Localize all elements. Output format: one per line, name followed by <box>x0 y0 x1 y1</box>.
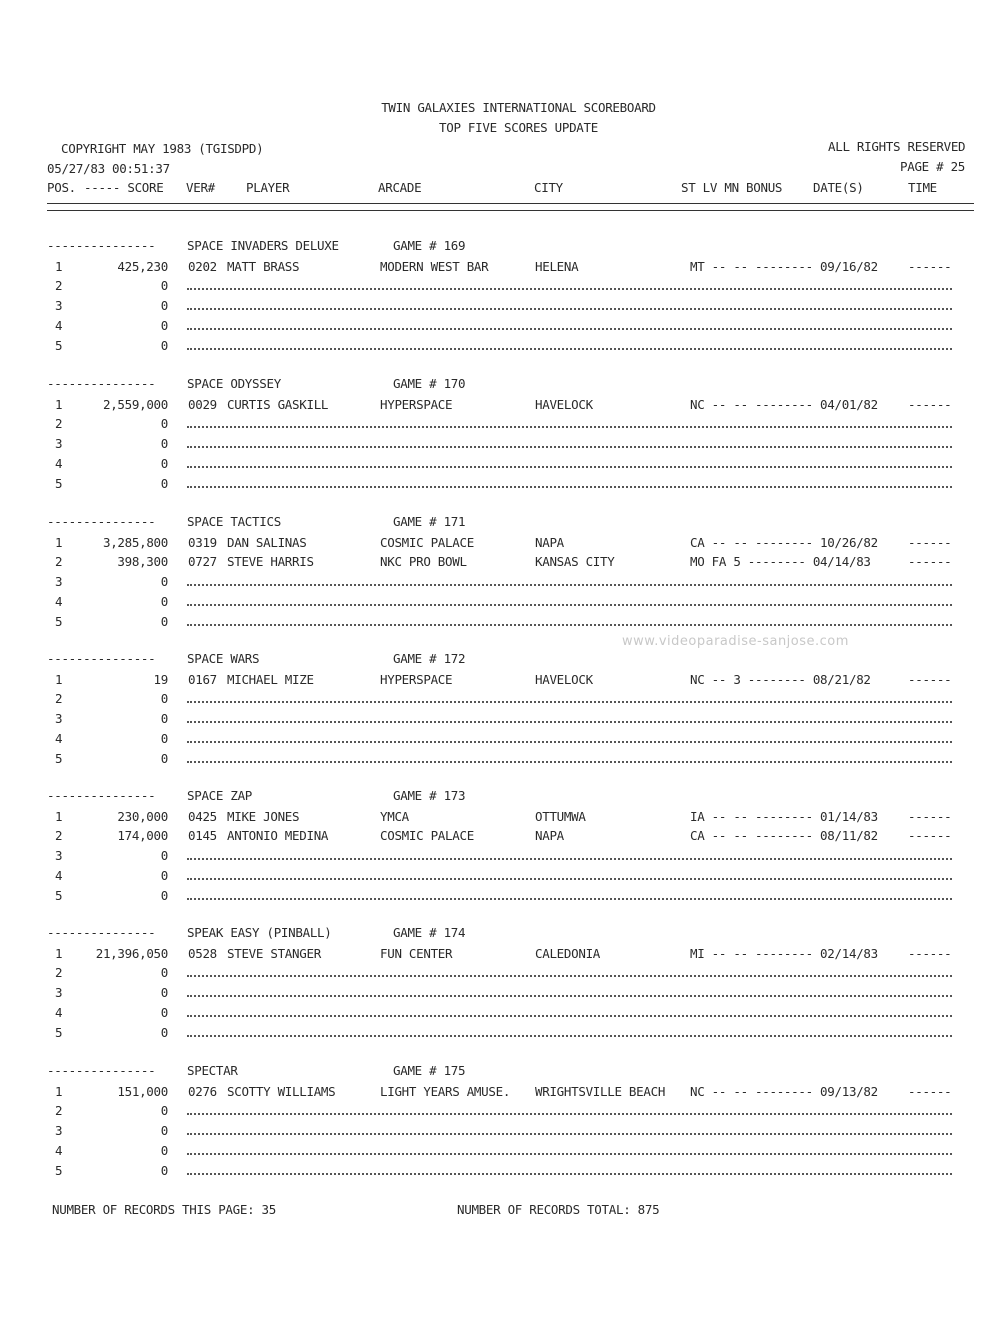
row-player: STEVE HARRIS <box>227 554 314 569</box>
row-position: 3 <box>55 298 63 313</box>
row-score: 0 <box>160 1103 168 1118</box>
row-position: 1 <box>55 809 63 824</box>
header-divider <box>47 203 974 211</box>
row-position: 5 <box>55 751 63 766</box>
game-block <box>0 651 1000 789</box>
empty-entry-dots <box>187 426 952 428</box>
report-subtitle: TOP FIVE SCORES UPDATE <box>439 120 598 135</box>
score-row <box>0 868 1000 888</box>
col-score: ----- SCORE <box>84 180 164 195</box>
row-position: 1 <box>55 397 63 412</box>
game-number: GAME # 171 <box>393 514 466 529</box>
score-row <box>0 888 1000 908</box>
score-row <box>0 848 1000 868</box>
row-score: 0 <box>160 1163 168 1178</box>
game-number: GAME # 173 <box>393 788 466 803</box>
row-time: ------ <box>908 809 952 824</box>
score-row <box>0 946 1000 966</box>
score-row <box>0 965 1000 985</box>
score-row <box>0 828 1000 848</box>
row-city: NAPA <box>535 535 564 550</box>
score-row <box>0 338 1000 358</box>
score-row <box>0 672 1000 692</box>
score-row <box>0 731 1000 751</box>
empty-entry-dots <box>187 1153 952 1155</box>
col-dates: DATE(S) <box>813 180 864 195</box>
row-misc-date: CA -- -- -------- 10/26/82 <box>690 535 878 550</box>
score-row <box>0 1084 1000 1104</box>
col-city: CITY <box>534 180 563 195</box>
row-position: 4 <box>55 456 63 471</box>
score-row <box>0 751 1000 771</box>
col-ver: VER# <box>186 180 215 195</box>
row-score: 0 <box>160 868 168 883</box>
row-score: 0 <box>160 848 168 863</box>
score-row <box>0 318 1000 338</box>
empty-entry-dots <box>187 858 952 860</box>
row-city: NAPA <box>535 828 564 843</box>
row-time: ------ <box>908 554 952 569</box>
col-arcade: ARCADE <box>378 180 422 195</box>
score-row <box>0 594 1000 614</box>
row-position: 4 <box>55 868 63 883</box>
score-row <box>0 1143 1000 1163</box>
game-name: SPECTAR <box>187 1063 238 1078</box>
row-arcade: NKC PRO BOWL <box>380 554 467 569</box>
score-row <box>0 476 1000 496</box>
score-row <box>0 1025 1000 1045</box>
row-position: 2 <box>55 828 63 843</box>
row-player: SCOTTY WILLIAMS <box>227 1084 336 1099</box>
score-row <box>0 535 1000 555</box>
row-score: 398,300 <box>117 554 168 569</box>
game-block <box>0 1063 1000 1201</box>
row-score: 0 <box>160 1143 168 1158</box>
score-row <box>0 416 1000 436</box>
page-number: PAGE # 25 <box>900 159 966 174</box>
row-score: 0 <box>160 594 168 609</box>
game-dash: --------------- <box>47 788 156 803</box>
score-row <box>0 397 1000 417</box>
score-row <box>0 711 1000 731</box>
row-position: 3 <box>55 1123 63 1138</box>
game-block <box>0 238 1000 376</box>
score-row <box>0 614 1000 634</box>
row-score: 2,559,000 <box>102 397 168 412</box>
row-score: 425,230 <box>117 259 168 274</box>
row-city: KANSAS CITY <box>535 554 615 569</box>
empty-entry-dots <box>187 701 952 703</box>
row-city: CALEDONIA <box>535 946 601 961</box>
score-row <box>0 574 1000 594</box>
row-version: 0167 <box>188 672 217 687</box>
row-arcade: FUN CENTER <box>380 946 453 961</box>
row-score: 230,000 <box>117 809 168 824</box>
row-score: 0 <box>160 476 168 491</box>
empty-entry-dots <box>187 975 952 977</box>
row-position: 2 <box>55 965 63 980</box>
empty-entry-dots <box>187 878 952 880</box>
score-row <box>0 259 1000 279</box>
row-score: 174,000 <box>117 828 168 843</box>
row-time: ------ <box>908 828 952 843</box>
score-row <box>0 1163 1000 1183</box>
empty-entry-dots <box>187 466 952 468</box>
game-block <box>0 925 1000 1063</box>
row-score: 0 <box>160 298 168 313</box>
row-player: DAN SALINAS <box>227 535 307 550</box>
game-number: GAME # 175 <box>393 1063 466 1078</box>
row-version: 0425 <box>188 809 217 824</box>
row-position: 3 <box>55 848 63 863</box>
row-misc-date: IA -- -- -------- 01/14/83 <box>690 809 878 824</box>
row-score: 21,396,050 <box>95 946 168 961</box>
row-position: 3 <box>55 436 63 451</box>
row-version: 0727 <box>188 554 217 569</box>
game-number: GAME # 170 <box>393 376 466 391</box>
row-player: MIKE JONES <box>227 809 300 824</box>
game-dash: --------------- <box>47 238 156 253</box>
game-dash: --------------- <box>47 376 156 391</box>
score-row <box>0 278 1000 298</box>
game-name: SPACE TACTICS <box>187 514 281 529</box>
empty-entry-dots <box>187 741 952 743</box>
row-misc-date: MI -- -- -------- 02/14/83 <box>690 946 878 961</box>
row-position: 5 <box>55 1025 63 1040</box>
row-score: 0 <box>160 711 168 726</box>
row-city: OTTUMWA <box>535 809 586 824</box>
report-title: TWIN GALAXIES INTERNATIONAL SCOREBOARD <box>381 100 656 115</box>
empty-entry-dots <box>187 584 952 586</box>
row-version: 0319 <box>188 535 217 550</box>
empty-entry-dots <box>187 721 952 723</box>
row-position: 4 <box>55 1143 63 1158</box>
game-block <box>0 376 1000 514</box>
row-position: 2 <box>55 278 63 293</box>
empty-entry-dots <box>187 486 952 488</box>
row-position: 5 <box>55 888 63 903</box>
empty-entry-dots <box>187 308 952 310</box>
row-score: 0 <box>160 888 168 903</box>
game-name: SPEAK EASY (PINBALL) <box>187 925 332 940</box>
row-position: 2 <box>55 416 63 431</box>
row-position: 3 <box>55 711 63 726</box>
timestamp: 05/27/83 00:51:37 <box>47 161 170 176</box>
row-version: 0145 <box>188 828 217 843</box>
empty-entry-dots <box>187 604 952 606</box>
row-score: 0 <box>160 456 168 471</box>
row-misc-date: NC -- -- -------- 04/01/82 <box>690 397 878 412</box>
row-version: 0528 <box>188 946 217 961</box>
row-position: 1 <box>55 1084 63 1099</box>
empty-entry-dots <box>187 624 952 626</box>
row-version: 0276 <box>188 1084 217 1099</box>
row-position: 4 <box>55 731 63 746</box>
game-name: SPACE ODYSSEY <box>187 376 281 391</box>
row-score: 0 <box>160 731 168 746</box>
row-version: 0029 <box>188 397 217 412</box>
row-score: 0 <box>160 338 168 353</box>
row-score: 0 <box>160 416 168 431</box>
row-position: 5 <box>55 338 63 353</box>
row-position: 4 <box>55 594 63 609</box>
row-player: STEVE STANGER <box>227 946 321 961</box>
row-score: 0 <box>160 574 168 589</box>
row-score: 0 <box>160 318 168 333</box>
row-position: 2 <box>55 691 63 706</box>
row-city: HAVELOCK <box>535 397 593 412</box>
game-name: SPACE WARS <box>187 651 260 666</box>
col-time: TIME <box>908 180 937 195</box>
records-this-page: NUMBER OF RECORDS THIS PAGE: 35 <box>52 1202 276 1217</box>
row-position: 5 <box>55 476 63 491</box>
score-row <box>0 1005 1000 1025</box>
empty-entry-dots <box>187 761 952 763</box>
game-number: GAME # 174 <box>393 925 466 940</box>
row-score: 0 <box>160 985 168 1000</box>
empty-entry-dots <box>187 446 952 448</box>
game-number: GAME # 172 <box>393 651 466 666</box>
score-row <box>0 298 1000 318</box>
row-time: ------ <box>908 1084 952 1099</box>
score-row <box>0 554 1000 574</box>
empty-entry-dots <box>187 288 952 290</box>
row-city: WRIGHTSVILLE BEACH <box>535 1084 666 1099</box>
row-misc-date: MO FA 5 -------- 04/14/83 <box>690 554 871 569</box>
row-time: ------ <box>908 535 952 550</box>
empty-entry-dots <box>187 1113 952 1115</box>
row-city: HELENA <box>535 259 579 274</box>
col-player: PLAYER <box>246 180 290 195</box>
empty-entry-dots <box>187 898 952 900</box>
row-score: 0 <box>160 691 168 706</box>
score-row <box>0 691 1000 711</box>
watermark: www.videoparadise-sanjose.com <box>622 634 849 649</box>
game-block <box>0 788 1000 926</box>
row-player: MICHAEL MIZE <box>227 672 314 687</box>
row-player: ANTONIO MEDINA <box>227 828 329 843</box>
row-time: ------ <box>908 397 952 412</box>
row-position: 5 <box>55 614 63 629</box>
col-pos: POS. <box>47 180 76 195</box>
row-score: 0 <box>160 278 168 293</box>
row-score: 0 <box>160 751 168 766</box>
row-position: 1 <box>55 259 63 274</box>
row-position: 2 <box>55 554 63 569</box>
row-city: HAVELOCK <box>535 672 593 687</box>
row-position: 3 <box>55 985 63 1000</box>
game-dash: --------------- <box>47 651 156 666</box>
empty-entry-dots <box>187 1133 952 1135</box>
row-position: 5 <box>55 1163 63 1178</box>
row-position: 1 <box>55 946 63 961</box>
score-row <box>0 1123 1000 1143</box>
game-block <box>0 514 1000 652</box>
row-arcade: HYPERSPACE <box>380 397 453 412</box>
game-name: SPACE INVADERS DELUXE <box>187 238 339 253</box>
row-player: MATT BRASS <box>227 259 300 274</box>
row-position: 2 <box>55 1103 63 1118</box>
copyright: COPYRIGHT MAY 1983 (TGISDPD) <box>61 141 264 156</box>
row-score: 19 <box>153 672 168 687</box>
row-score: 0 <box>160 965 168 980</box>
game-number: GAME # 169 <box>393 238 466 253</box>
score-row <box>0 985 1000 1005</box>
row-player: CURTIS GASKILL <box>227 397 329 412</box>
row-score: 151,000 <box>117 1084 168 1099</box>
row-arcade: MODERN WEST BAR <box>380 259 489 274</box>
empty-entry-dots <box>187 1173 952 1175</box>
empty-entry-dots <box>187 1015 952 1017</box>
row-arcade: LIGHT YEARS AMUSE. <box>380 1084 511 1099</box>
row-position: 3 <box>55 574 63 589</box>
row-misc-date: NC -- -- -------- 09/13/82 <box>690 1084 878 1099</box>
row-score: 0 <box>160 1005 168 1020</box>
row-arcade: YMCA <box>380 809 409 824</box>
empty-entry-dots <box>187 995 952 997</box>
empty-entry-dots <box>187 328 952 330</box>
game-dash: --------------- <box>47 925 156 940</box>
col-misc: ST LV MN BONUS <box>681 180 783 195</box>
row-score: 0 <box>160 1123 168 1138</box>
row-score: 3,285,800 <box>102 535 168 550</box>
row-position: 4 <box>55 318 63 333</box>
game-dash: --------------- <box>47 1063 156 1078</box>
row-time: ------ <box>908 259 952 274</box>
empty-entry-dots <box>187 348 952 350</box>
records-total: NUMBER OF RECORDS TOTAL: 875 <box>457 1202 660 1217</box>
row-position: 1 <box>55 672 63 687</box>
empty-entry-dots <box>187 1035 952 1037</box>
score-row <box>0 1103 1000 1123</box>
row-score: 0 <box>160 614 168 629</box>
score-row <box>0 809 1000 829</box>
row-version: 0202 <box>188 259 217 274</box>
row-score: 0 <box>160 436 168 451</box>
row-time: ------ <box>908 672 952 687</box>
row-misc-date: CA -- -- -------- 08/11/82 <box>690 828 878 843</box>
row-misc-date: NC -- 3 -------- 08/21/82 <box>690 672 871 687</box>
score-row <box>0 456 1000 476</box>
rights: ALL RIGHTS RESERVED <box>828 139 966 154</box>
row-position: 4 <box>55 1005 63 1020</box>
game-name: SPACE ZAP <box>187 788 253 803</box>
row-position: 1 <box>55 535 63 550</box>
row-arcade: HYPERSPACE <box>380 672 453 687</box>
game-dash: --------------- <box>47 514 156 529</box>
row-score: 0 <box>160 1025 168 1040</box>
row-arcade: COSMIC PALACE <box>380 535 474 550</box>
row-arcade: COSMIC PALACE <box>380 828 474 843</box>
row-misc-date: MT -- -- -------- 09/16/82 <box>690 259 878 274</box>
score-row <box>0 436 1000 456</box>
row-time: ------ <box>908 946 952 961</box>
